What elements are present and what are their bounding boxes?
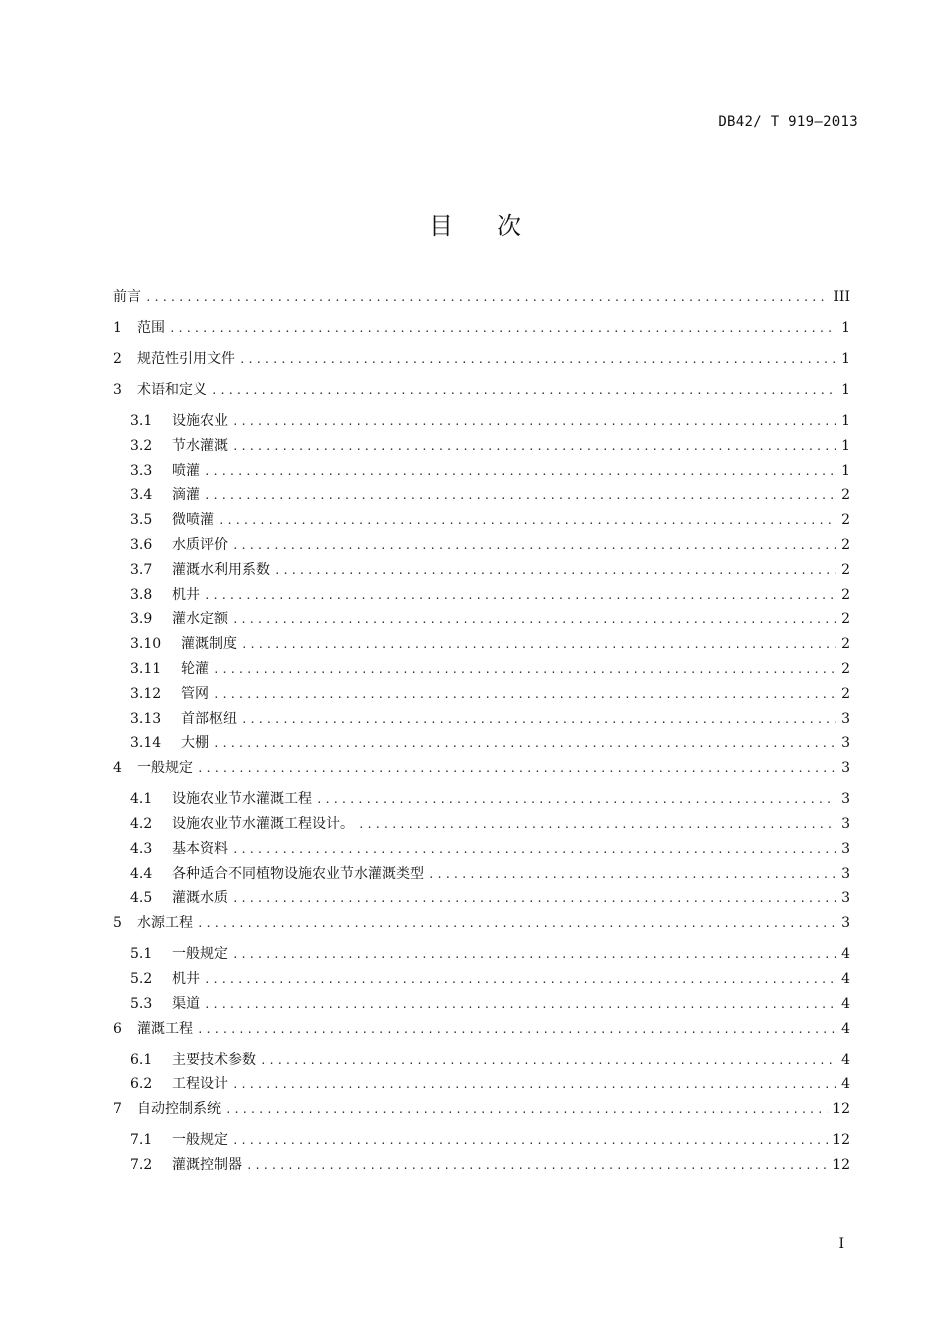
toc-entry-page: 3 xyxy=(841,890,850,907)
toc-entry-label: 各种适合不同植物设施农业节水灌溉类型 xyxy=(172,865,424,882)
page-number: I xyxy=(838,1236,844,1252)
toc-entry-number: 1 xyxy=(113,320,122,336)
toc-dot-leader xyxy=(232,1134,828,1147)
toc-entry-number: 4.2 xyxy=(130,815,153,832)
toc-entry-label: 灌溉水利用系数 xyxy=(172,561,270,578)
toc-entry-page: 2 xyxy=(841,611,850,628)
toc-dot-leader xyxy=(225,1103,828,1116)
toc-entry[interactable] xyxy=(113,863,850,888)
toc-entry-label: 设施农业 xyxy=(172,413,228,429)
toc-entry-number: 3.6 xyxy=(130,536,153,553)
toc-entry-number: 4 xyxy=(113,760,122,777)
toc-entry[interactable] xyxy=(113,534,850,559)
toc-entry[interactable] xyxy=(113,1154,850,1179)
toc-entry-page: 3 xyxy=(841,710,850,727)
toc-dot-leader xyxy=(197,762,836,775)
toc-entry[interactable] xyxy=(113,1098,850,1129)
toc-dot-leader xyxy=(428,868,836,881)
toc-dot-leader xyxy=(260,1054,836,1067)
toc-entry-label: 渠道 xyxy=(172,995,200,1012)
toc-entry-number: 4.1 xyxy=(130,791,153,808)
toc-entry-number: 3.5 xyxy=(130,512,153,529)
toc-entry-label: 水质评价 xyxy=(172,536,228,553)
toc-entry-page: 12 xyxy=(832,1132,850,1149)
toc-entry-page: 3 xyxy=(841,760,850,777)
toc-entry-page: 2 xyxy=(841,536,850,553)
toc-entry-label: 灌溉水质 xyxy=(172,890,228,907)
toc-entry-label: 术语和定义 xyxy=(137,382,207,398)
toc-entry-page: 4 xyxy=(841,946,850,963)
toc-entry-number: 5.3 xyxy=(130,995,153,1012)
toc-entry-number: 3.14 xyxy=(130,735,162,752)
toc-dot-leader xyxy=(211,384,836,397)
toc-entry-page: 1 xyxy=(841,351,850,367)
toc-entry[interactable] xyxy=(113,838,850,863)
toc-entry-label: 机井 xyxy=(172,970,200,987)
toc-entry-page: 2 xyxy=(841,561,850,578)
toc-dot-leader xyxy=(204,973,836,986)
toc-entry[interactable] xyxy=(113,943,850,968)
toc-entry-page: 3 xyxy=(841,915,850,932)
toc-entry-label: 工程设计 xyxy=(172,1076,228,1093)
toc-entry-label: 管网 xyxy=(181,685,209,702)
toc-entry[interactable] xyxy=(113,286,850,317)
toc-entry[interactable] xyxy=(113,683,850,708)
toc-entry-label: 一般规定 xyxy=(172,946,228,963)
toc-entry-label: 大棚 xyxy=(181,735,209,752)
toc-entry-label: 前言 xyxy=(113,289,141,305)
toc-entry-page: 1 xyxy=(841,437,850,454)
toc-dot-leader xyxy=(204,465,836,478)
toc-entry-label: 基本资料 xyxy=(172,840,228,857)
toc-dot-leader xyxy=(241,713,836,726)
toc-entry[interactable] xyxy=(113,993,850,1018)
toc-entry[interactable] xyxy=(113,410,850,435)
toc-entry-number: 6.2 xyxy=(130,1076,153,1093)
toc-entry[interactable] xyxy=(113,1018,850,1049)
toc-entry[interactable] xyxy=(113,912,850,943)
toc-dot-leader xyxy=(213,688,836,701)
toc-dot-leader xyxy=(232,843,836,856)
toc-entry-label: 灌水定额 xyxy=(172,611,228,628)
toc-dot-leader xyxy=(232,440,836,453)
document-code: DB42/ T 919—2013 xyxy=(718,114,858,130)
toc-entry-number: 4.4 xyxy=(130,865,153,882)
toc-entry[interactable] xyxy=(113,460,850,485)
toc-dot-leader xyxy=(218,514,836,527)
toc-entry[interactable] xyxy=(113,813,850,838)
toc-dot-leader xyxy=(246,1159,828,1172)
toc-entry[interactable] xyxy=(113,608,850,633)
toc-entry[interactable] xyxy=(113,788,850,813)
toc-entry[interactable] xyxy=(113,484,850,509)
toc-entry-number: 3.3 xyxy=(130,462,153,479)
toc-dot-leader xyxy=(145,291,829,304)
toc-entry-page: 2 xyxy=(841,660,850,677)
toc-entry-label: 设施农业节水灌溉工程设计。 xyxy=(172,815,354,832)
toc-entry-number: 5.1 xyxy=(130,946,153,963)
toc-entry-page: 4 xyxy=(841,1020,850,1037)
toc-entry-number: 4.3 xyxy=(130,840,153,857)
toc-entry[interactable] xyxy=(113,1073,850,1098)
toc-entry[interactable] xyxy=(113,317,850,348)
toc-dot-leader xyxy=(274,564,836,577)
toc-entry-page: 4 xyxy=(841,1076,850,1093)
toc-entry-label: 灌溉工程 xyxy=(137,1020,193,1037)
toc-entry-page: 12 xyxy=(832,1156,850,1173)
toc-entry-page: 3 xyxy=(841,735,850,752)
toc-entry-number: 3.8 xyxy=(130,586,153,603)
toc-entry-number: 7.1 xyxy=(130,1132,153,1149)
toc-entry-page: 2 xyxy=(841,512,850,529)
toc-dot-leader xyxy=(232,1078,836,1091)
toc-entry-number: 3.7 xyxy=(130,561,153,578)
toc-entry-number: 3.1 xyxy=(130,413,153,429)
toc-entry-number: 2 xyxy=(113,351,122,367)
toc-entry-page: 1 xyxy=(841,382,850,398)
toc-dot-leader xyxy=(239,353,836,366)
toc-dot-leader xyxy=(232,415,836,428)
toc-entry-number: 7.2 xyxy=(130,1156,153,1173)
toc-entry[interactable] xyxy=(113,509,850,534)
toc-entry[interactable] xyxy=(113,757,850,788)
toc-entry-page: 12 xyxy=(832,1101,850,1118)
toc-entry-number: 3.11 xyxy=(130,660,162,677)
toc-entry-label: 首部枢纽 xyxy=(181,710,237,727)
toc-entry-label: 自动控制系统 xyxy=(137,1101,221,1118)
toc-entry[interactable] xyxy=(113,1049,850,1074)
toc-entry-page: 3 xyxy=(841,815,850,832)
toc-entry-page: III xyxy=(833,289,850,305)
toc-entry-page: 3 xyxy=(841,840,850,857)
toc-entry-label: 轮灌 xyxy=(181,660,209,677)
toc-entry-page: 2 xyxy=(841,636,850,653)
toc-entry[interactable] xyxy=(113,732,850,757)
toc-entry-page: 2 xyxy=(841,487,850,504)
toc-entry[interactable] xyxy=(113,708,850,733)
toc-entry-page: 1 xyxy=(841,413,850,429)
toc-entry-page: 2 xyxy=(841,586,850,603)
toc-entry-label: 灌溉制度 xyxy=(181,636,237,653)
toc-entry-label: 水源工程 xyxy=(137,915,193,932)
toc-entry[interactable] xyxy=(113,435,850,460)
toc-entry-page: 2 xyxy=(841,685,850,702)
toc-entry-label: 节水灌溉 xyxy=(172,437,228,454)
page-title: 目次 xyxy=(429,212,565,240)
toc-entry-number: 3.2 xyxy=(130,437,153,454)
toc-entry[interactable] xyxy=(113,1129,850,1154)
toc-dot-leader xyxy=(204,489,836,502)
toc-entry[interactable] xyxy=(113,887,850,912)
toc-entry-number: 3 xyxy=(113,382,122,398)
toc-entry[interactable] xyxy=(113,968,850,993)
toc-dot-leader xyxy=(197,1023,836,1036)
toc-entry-number: 3.10 xyxy=(130,636,162,653)
toc-entry-label: 主要技术参数 xyxy=(172,1051,256,1068)
toc-entry-number: 6.1 xyxy=(130,1051,153,1068)
toc-entry-label: 设施农业节水灌溉工程 xyxy=(172,791,312,808)
toc-entry-label: 规范性引用文件 xyxy=(137,351,235,367)
toc-entry-label: 灌溉控制器 xyxy=(172,1156,242,1173)
toc-entry[interactable] xyxy=(113,379,850,410)
toc-dot-leader xyxy=(232,539,836,552)
toc-entry-number: 6 xyxy=(113,1020,122,1037)
toc-dot-leader xyxy=(169,322,836,335)
toc-entry-page: 1 xyxy=(841,320,850,336)
toc-dot-leader xyxy=(232,892,836,905)
toc-entry-page: 4 xyxy=(841,970,850,987)
toc-dot-leader xyxy=(241,638,836,651)
toc-entry-number: 5.2 xyxy=(130,970,153,987)
toc-dot-leader xyxy=(358,818,836,831)
toc-entry[interactable] xyxy=(113,559,850,584)
table-of-contents xyxy=(113,286,850,1179)
toc-entry-number: 3.12 xyxy=(130,685,162,702)
toc-entry[interactable] xyxy=(113,584,850,609)
toc-dot-leader xyxy=(197,917,836,930)
toc-entry-label: 滴灌 xyxy=(172,487,200,504)
toc-entry-page: 3 xyxy=(841,791,850,808)
toc-dot-leader xyxy=(232,948,836,961)
toc-entry-number: 3.9 xyxy=(130,611,153,628)
toc-entry-page: 4 xyxy=(841,995,850,1012)
toc-entry-number: 5 xyxy=(113,915,122,932)
toc-entry-number: 3.4 xyxy=(130,487,153,504)
toc-dot-leader xyxy=(232,613,836,626)
toc-entry[interactable] xyxy=(113,633,850,658)
toc-entry[interactable] xyxy=(113,348,850,379)
toc-entry-page: 3 xyxy=(841,865,850,882)
toc-entry-label: 一般规定 xyxy=(172,1132,228,1149)
toc-entry-page: 4 xyxy=(841,1051,850,1068)
toc-entry-label: 一般规定 xyxy=(137,760,193,777)
toc-entry-label: 机井 xyxy=(172,586,200,603)
toc-entry-page: 1 xyxy=(841,462,850,479)
toc-entry-label: 喷灌 xyxy=(172,462,200,479)
toc-dot-leader xyxy=(213,663,836,676)
toc-dot-leader xyxy=(316,793,836,806)
toc-entry-number: 7 xyxy=(113,1101,122,1118)
toc-entry-number: 3.13 xyxy=(130,710,162,727)
toc-dot-leader xyxy=(204,998,836,1011)
toc-dot-leader xyxy=(204,589,836,602)
toc-entry[interactable] xyxy=(113,658,850,683)
toc-entry-label: 微喷灌 xyxy=(172,512,214,529)
toc-dot-leader xyxy=(213,737,836,750)
toc-entry-label: 范围 xyxy=(137,320,165,336)
toc-entry-number: 4.5 xyxy=(130,890,153,907)
